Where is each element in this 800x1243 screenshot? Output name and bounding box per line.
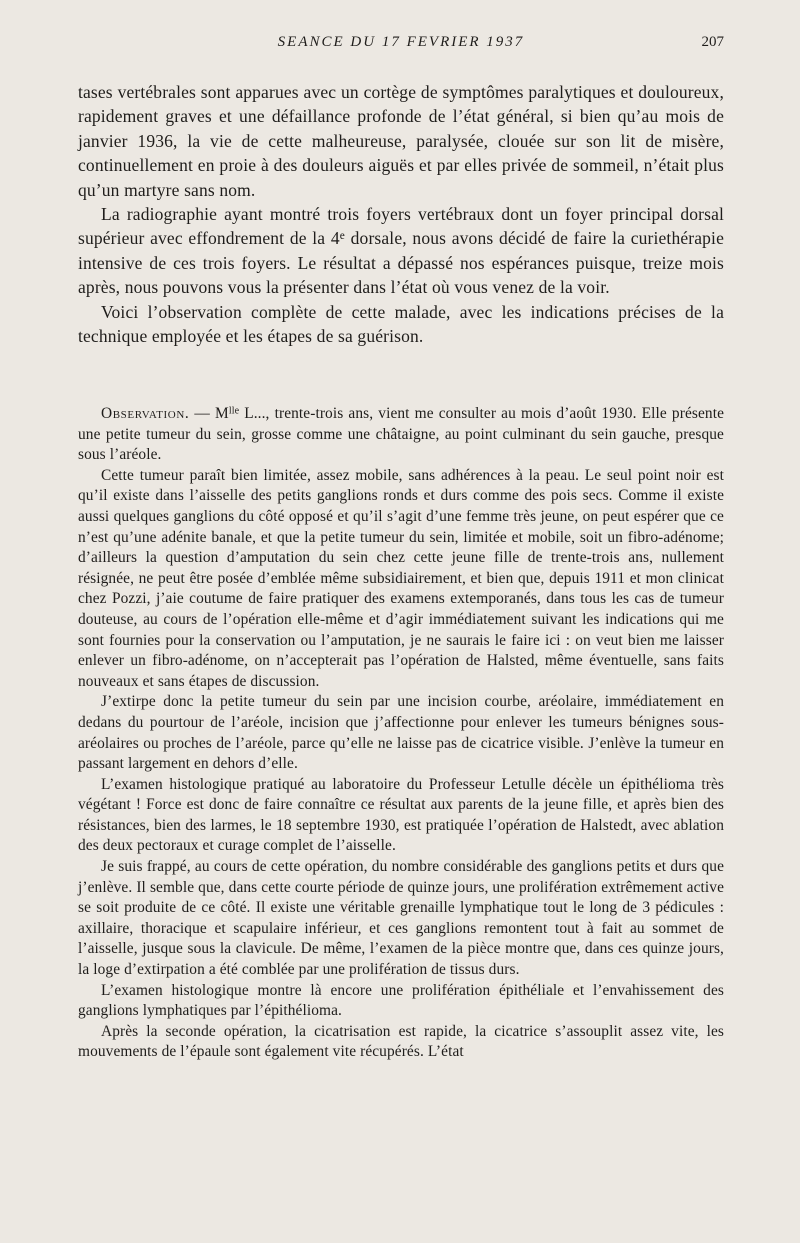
superscript: lle (228, 405, 240, 417)
observation-intro (78, 404, 724, 466)
page-number: 207 (701, 34, 724, 50)
paragraph-radiographie (78, 202, 724, 300)
main-text (78, 80, 724, 348)
observation-paragraph-extirpation: J’extirpe donc la petite tumeur du sein par une incision courbe, aréolaire, immédiatement en dedans du pourtour de l’aréole, incision que j’affectionne pour enlever les tumeurs bénignes sous-aréolaires ou proches de l’aréole, parce qu’elle ne laisse pas de cicatrice visible. J’enlève la tumeur en passant largement en dehors d’elle. (78, 693, 724, 773)
observation-label: Observation. (101, 405, 190, 422)
paragraph-text: — M (189, 405, 229, 422)
observation-paragraph-tumeur: Cette tumeur paraît bien limitée, assez mobile, sans adhérences à la peau. Le seul point noir est qu’il existe dans l’aisselle des petits ganglions ronds et durs comme des pois secs. Comme il existe aussi quelques ganglions du côté opposé et qu’il s’agit d’une femme très jeune, on peut espérer que ce n’est qu’une adénite banale, et que la petite tumeur du sein, limitée et mobile, soit un fibro-adénome; d’ailleurs la question d’amputation du sein chez cette jeune fille de trente-trois ans, nullement résignée, ne peut être posée d’emblée même subsidiairement, et bien que, depuis 1911 et mon clinicat chez Pozzi, j’aie coutume de faire pratiquer des examens extemporanés, dans tous les cas de tumeur douteuse, au cours de l’opération elle-même et d’agir immédiatement suivant les indications qui me sont fournies pour la conservation ou l’amputation, je ne saurais le faire ici : on veut bien me laisser enlever un fibro-adénome, on n’accepterait pas l’opération de Halsted, même éventuelle, sans faits nouveaux et sans étapes de discussion. (78, 466, 724, 690)
observation-paragraph-operation: Je suis frappé, au cours de cette opération, du nombre considérable des ganglions petits et durs que j’enlève. Il semble que, dans cette courte période de quinze jours, une prolifération extrêmement active se soit produite de ce côté. Il existe une véritable grenaille lymphatique tout le long de 3 pédicules : axillaire, thoracique et scapulaire inférieur, et ces ganglions remontent tout à fait au sommet de l’aisselle, jusque sous la clavicule. De même, l’examen de la pièce montre que, dans ces quinze jours, la loge d’extirpation a été comblée par une prolifération de tissus durs. (78, 858, 724, 979)
paragraph-text: L..., trente-trois ans, vient me consulter au mois d’août 1930. Elle présente une petite tumeur du sein, grosse comme une châtaigne, au point culminant du sein gauche, presque sous l’aréole. (78, 405, 725, 464)
running-header (78, 34, 724, 58)
observation-paragraph-histologie: L’examen histologique montre là encore une prolifération épithéliale et l’envahissement des ganglions lymphatiques par l’épithélioma. (78, 981, 724, 1020)
running-title: SEANCE DU 17 FEVRIER 1937 (277, 34, 525, 50)
observation-paragraph-cicatrisation: Après la seconde opération, la cicatrisation est rapide, la cicatrice s’assouplit assez vite, les mouvements de l’épaule sont également vite récupérés. L’état (78, 1022, 724, 1061)
paragraph-continued: tases vertébrales sont apparues avec un cortège de symptômes paralytiques et douloureux, rapidement graves et une défaillance profonde de l’état général, si bien qu’au mois de janvier 1936, la vie de cette malheureuse, paralysée, clouée sur son lit de misère, continuellement en proie à des douleurs aiguës et par elles privée de sommeil, n’était plus qu’un martyre sans nom. (78, 82, 724, 200)
paragraph-text: dorsale, nous avons décidé de faire la curiethérapie intensive de ces trois foyers. Le résultat a dépassé nos espérances puisque, treize mois après, nous pouvons vous la présenter dans l’état où vous venez de la voir. (78, 228, 724, 298)
paragraph-voici: Voici l’observation complète de cette malade, avec les indications précises de la technique employée et les étapes de sa guérison. (78, 301, 724, 347)
observation-paragraph-examen: L’examen histologique pratiqué au laboratoire du Professeur Letulle décèle un épithélioma très végétant ! Force est donc de faire connaître ce résultat aux parents de la jeune fille, et après bien des résistances, bien des larmes, le 18 septembre 1930, est pratiquée l’opération de Halstedt, avec ablation des deux pectoraux et curage complet de l’aisselle. (78, 775, 724, 855)
superscript: e (339, 230, 345, 243)
paragraph-text: La radiographie ayant montré trois foyers vertébraux dont un foyer principal dorsal supérieur avec effondrement de la 4 (78, 204, 724, 249)
observation-section (78, 404, 724, 1063)
